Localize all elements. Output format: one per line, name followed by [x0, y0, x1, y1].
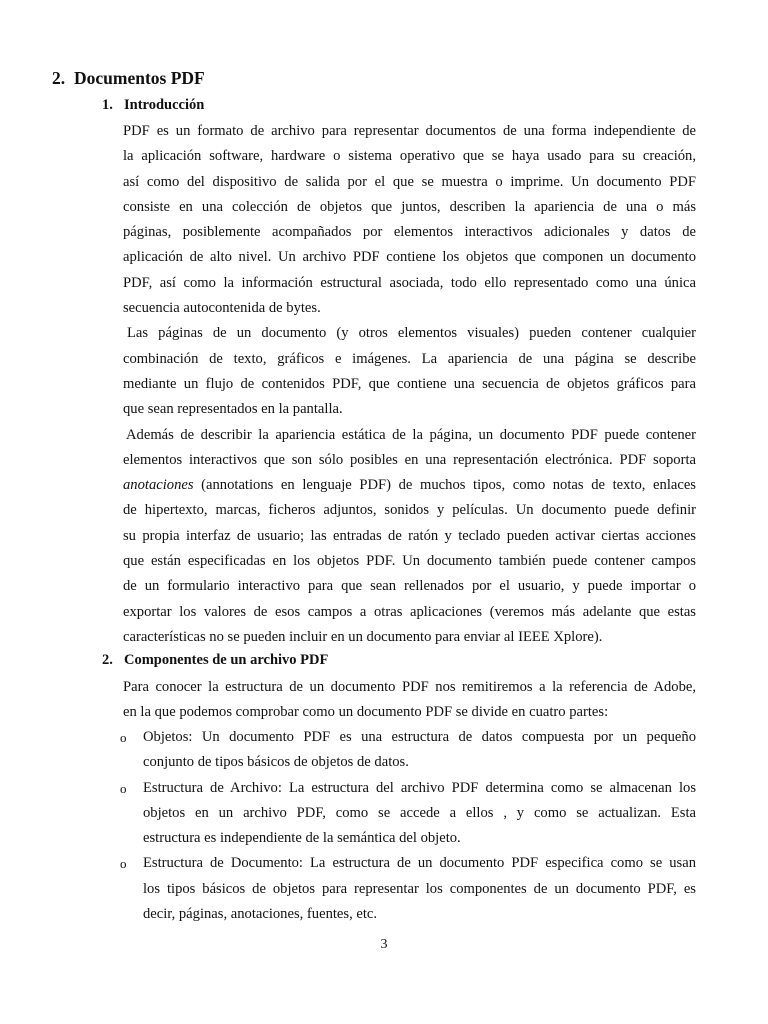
paragraph-line: PDF, así como la información estructural asociada, todo ello representado como una única [123, 274, 696, 291]
paragraph-line: la aplicación software, hardware o sistema operativo que se haya usado para su creación, [123, 148, 696, 165]
subsection-heading-componentes [102, 652, 328, 669]
subsection-title: Introducción [124, 97, 205, 113]
list-item-line: Objetos: Un documento PDF es una estructura de datos compuesta por un pequeño [143, 729, 696, 745]
list-item-line: objetos en un archivo PDF, como se accede a ellos , y como se actualizan. Esta [143, 804, 696, 821]
paragraph-line: Además de describir la apariencia estática de la página, un documento PDF puede contener [126, 426, 696, 443]
page-number: 3 [380, 937, 388, 952]
paragraph-line: mediante un flujo de contenidos PDF, que contiene una secuencia de objetos gráficos para [123, 375, 696, 392]
paragraph-line: Para conocer la estructura de un documento PDF nos remitiremos a la referencia de Adobe, [123, 679, 696, 695]
bullet-marker: o [120, 856, 127, 872]
bullet-list [120, 725, 696, 927]
subsection-number: 1. [102, 97, 113, 113]
paragraph-line: así como del dispositivo de salida por el que se muestra o imprime. Un documento PDF [123, 173, 696, 190]
paragraph-line: combinación de texto, gráficos e imágenes. La apariencia de una página se describe [123, 350, 696, 367]
paragraph-line: su propia interfaz de usuario; las entradas de ratón y teclado pueden activar ciertas acciones [123, 527, 696, 544]
paragraph-line: PDF es un formato de archivo para representar documentos de una forma independiente de [123, 123, 696, 139]
paragraph-line: aplicación de alto nivel. Un archivo PDF contiene los objetos que componen un documento [123, 249, 696, 266]
paragraph-line: páginas, posiblemente acompañados por elementos interactivos adicionales y datos de [123, 224, 696, 241]
section-heading [52, 68, 205, 89]
section-title: Documentos PDF [74, 68, 205, 88]
paragraph-line: consiste en una colección de objetos que juntos, describen la apariencia de una o más [123, 198, 696, 215]
list-item-line: conjunto de tipos básicos de objetos de datos. [143, 754, 409, 771]
paragraph-line: de un formulario interactivo para que sean rellenados por el usuario, y puede importar o [123, 578, 696, 595]
subsection-number: 2. [102, 652, 113, 668]
list-item [120, 725, 696, 776]
paragraph-line: de hipertexto, marcas, ficheros adjuntos, sonidos y películas. Un documento puede definir [123, 502, 696, 519]
paragraph-line: que están especificadas en los objetos PDF. Un documento también puede contener campos [123, 553, 696, 570]
subsection-title: Componentes de un archivo PDF [124, 652, 329, 668]
paragraph-intro [123, 119, 696, 650]
list-item [120, 776, 696, 852]
list-item-line: estructura es independiente de la semántica del objeto. [143, 830, 461, 847]
list-item-line: decir, páginas, anotaciones, fuentes, etc. [143, 906, 378, 923]
subsection-heading-introduccion [102, 97, 204, 114]
list-item [120, 851, 696, 927]
paragraph-line [123, 473, 696, 498]
bullet-marker: o [120, 730, 127, 745]
paragraph-line: que sean representados en la pantalla. [123, 401, 343, 418]
list-item-line: los tipos básicos de objetos para representar los componentes de un documento PDF, es [143, 880, 696, 897]
bullet-marker: o [120, 780, 127, 796]
paragraph-line: Las páginas de un documento (y otros elementos visuales) pueden contener cualquier [127, 325, 696, 342]
paragraph-line: características no se pueden incluir en un documento para enviar al IEEE Xplore). [123, 628, 603, 645]
section-number: 2. [52, 68, 66, 88]
paragraph-line: elementos interactivos que son sólo posibles en una representación electrónica. PDF soporta [123, 451, 696, 468]
paragraph-line: en la que podemos comprobar como un documento PDF se divide en cuatro partes: [123, 704, 609, 721]
paragraph-line: exportar los valores de esos campos a otras aplicaciones (veremos más adelante que estas [123, 603, 696, 620]
paragraph-line: secuencia autocontenida de bytes. [123, 300, 321, 317]
paragraph-componentes [123, 675, 696, 726]
italic-term: anotaciones [123, 477, 194, 494]
list-item-line: Estructura de Documento: La estructura de un documento PDF especifica como se usan [143, 855, 696, 872]
line-rest: (annotations en lenguaje PDF) de muchos tipos, como notas de texto, enlaces [193, 477, 696, 494]
list-item-line: Estructura de Archivo: La estructura del archivo PDF determina como se almacenan los [143, 779, 696, 796]
